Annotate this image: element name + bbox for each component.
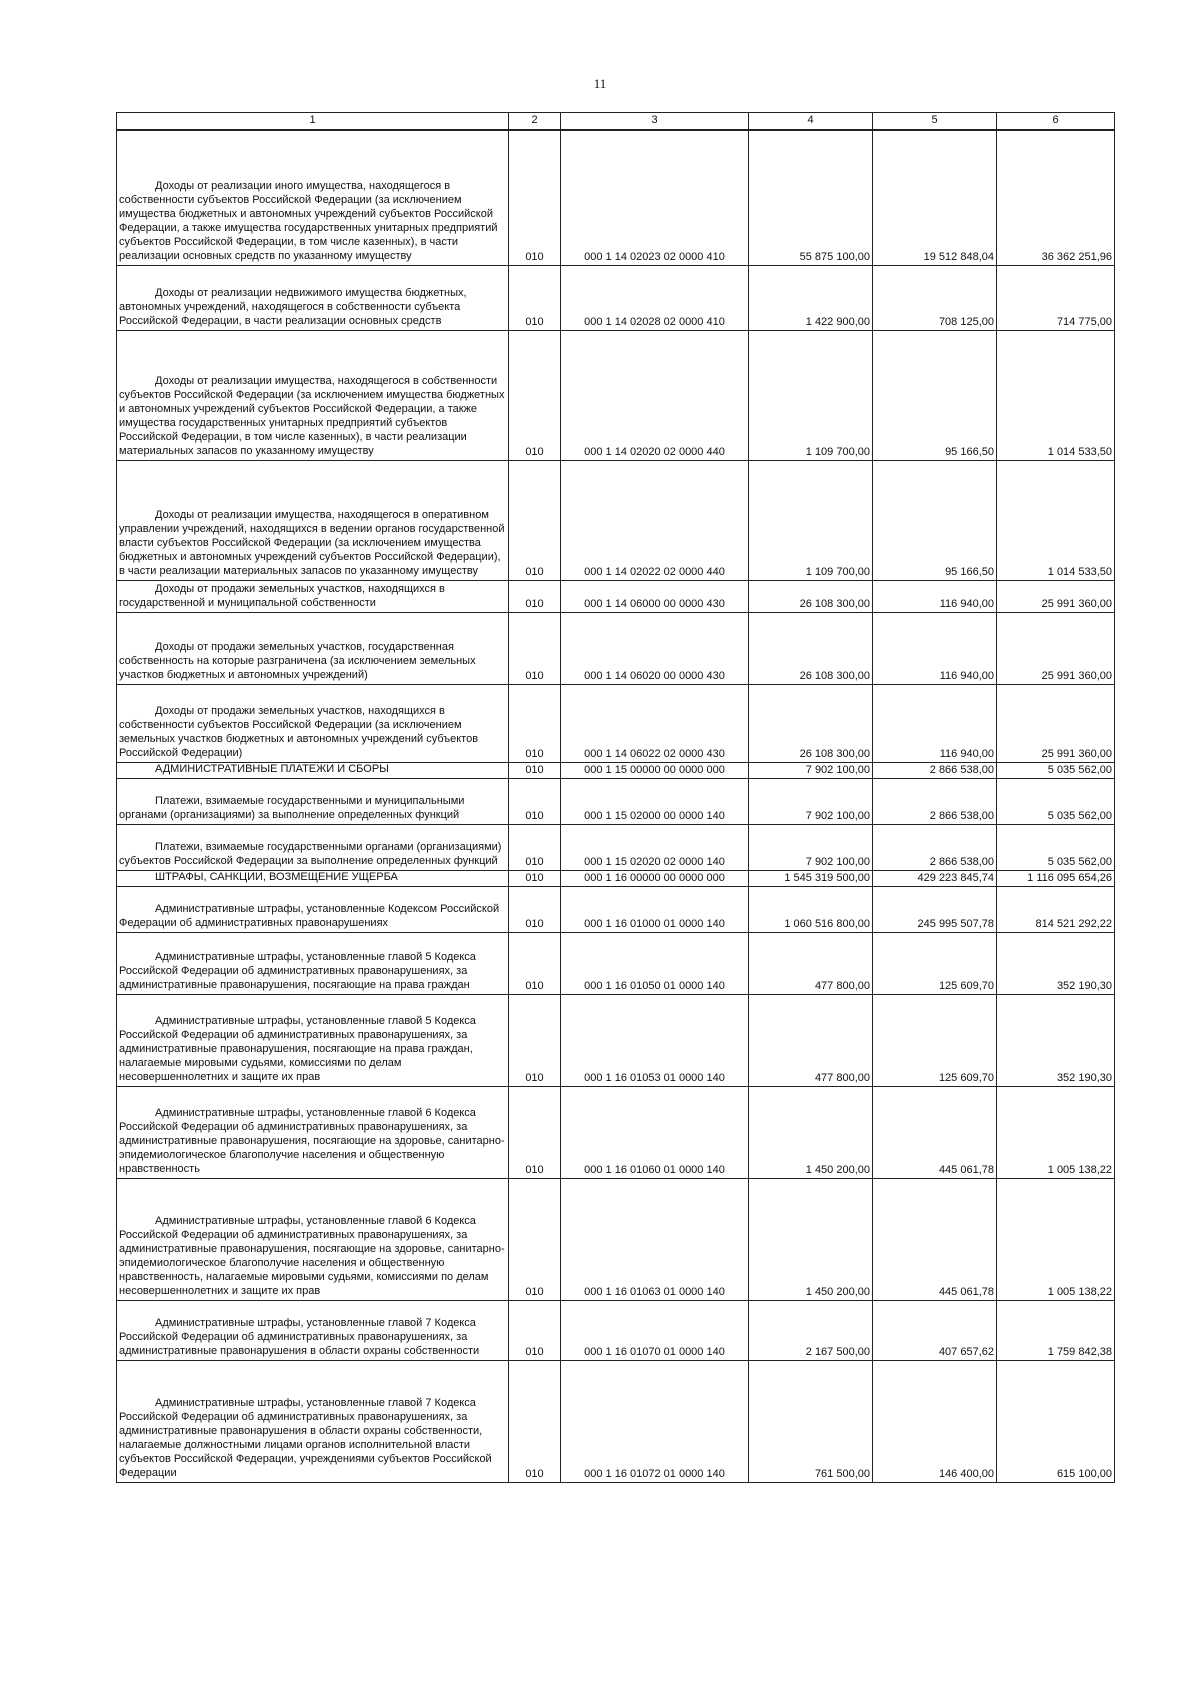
row-value-col-5: 2 866 538,00 — [873, 824, 997, 870]
row-classification-code: 000 1 16 01072 01 0000 140 — [561, 1360, 749, 1482]
row-name: АДМИНИСТРАТИВНЫЕ ПЛАТЕЖИ И СБОРЫ — [117, 762, 509, 778]
row-value-col-4: 2 167 500,00 — [749, 1300, 873, 1360]
row-line-code: 010 — [509, 994, 561, 1086]
row-classification-code: 000 1 14 06020 00 0000 430 — [561, 612, 749, 684]
row-line-code: 010 — [509, 580, 561, 612]
table-row — [117, 1086, 1115, 1178]
row-value-col-6: 1 014 533,50 — [997, 330, 1115, 460]
row-value-col-4: 1 109 700,00 — [749, 330, 873, 460]
row-name: ШТРАФЫ, САНКЦИИ, ВОЗМЕЩЕНИЕ УЩЕРБА — [117, 870, 509, 886]
row-line-code: 010 — [509, 824, 561, 870]
table-row — [117, 994, 1115, 1086]
row-classification-code: 000 1 16 01070 01 0000 140 — [561, 1300, 749, 1360]
header-col-5: 5 — [873, 113, 997, 131]
row-line-code: 010 — [509, 1178, 561, 1300]
row-name: Доходы от реализации имущества, находящегося в оперативном управлении учреждений, находящихся в ведении органов государственной власти субъектов Российской Федерации (за исключением имущества бюджетных и автономных учреждений субъектов Российской Федерации), в части реализации материальных запасов по указанному имуществу — [117, 460, 509, 580]
row-value-col-5: 445 061,78 — [873, 1178, 997, 1300]
row-line-code: 010 — [509, 265, 561, 330]
row-value-col-4: 7 902 100,00 — [749, 824, 873, 870]
row-name: Доходы от реализации имущества, находящегося в собственности субъектов Российской Федерации (за исключением имущества бюджетных и автономных учреждений субъектов Российской Федерации, а также имущества государственных унитарных предприятий субъектов Российской Федерации, в том числе казенных), в части реализации материальных запасов по указанному имуществу — [117, 330, 509, 460]
row-classification-code: 000 1 14 06000 00 0000 430 — [561, 580, 749, 612]
row-value-col-6: 615 100,00 — [997, 1360, 1115, 1482]
row-value-col-4: 26 108 300,00 — [749, 580, 873, 612]
row-line-code: 010 — [509, 330, 561, 460]
row-name: Доходы от продажи земельных участков, находящихся в собственности субъектов Российской Федерации (за исключением земельных участков бюджетных и автономных учреждений субъектов Российской Федерации) — [117, 684, 509, 762]
row-line-code: 010 — [509, 612, 561, 684]
header-col-4: 4 — [749, 113, 873, 131]
row-value-col-4: 477 800,00 — [749, 994, 873, 1086]
row-line-code: 010 — [509, 886, 561, 932]
row-name: Платежи, взимаемые государственными органами (организациями) субъектов Российской Федерации за выполнение определенных функций — [117, 824, 509, 870]
row-value-col-4: 477 800,00 — [749, 932, 873, 994]
row-classification-code: 000 1 16 01053 01 0000 140 — [561, 994, 749, 1086]
row-value-col-6: 1 116 095 654,26 — [997, 870, 1115, 886]
row-classification-code: 000 1 15 02020 02 0000 140 — [561, 824, 749, 870]
row-value-col-6: 352 190,30 — [997, 994, 1115, 1086]
row-name: Административные штрафы, установленные Кодексом Российской Федерации об административных правонарушениях — [117, 886, 509, 932]
row-value-col-5: 95 166,50 — [873, 330, 997, 460]
row-classification-code: 000 1 14 02023 02 0000 410 — [561, 130, 749, 265]
row-value-col-5: 125 609,70 — [873, 994, 997, 1086]
row-name: Административные штрафы, установленные главой 6 Кодекса Российской Федерации об административных правонарушениях, за административные правонарушения, посягающие на здоровье, санитарно-эпидемиологическое благополучие населения и общественную нравственность — [117, 1086, 509, 1178]
row-classification-code: 000 1 14 02022 02 0000 440 — [561, 460, 749, 580]
row-line-code: 010 — [509, 870, 561, 886]
row-value-col-4: 761 500,00 — [749, 1360, 873, 1482]
row-classification-code: 000 1 14 02028 02 0000 410 — [561, 265, 749, 330]
header-col-1: 1 — [117, 113, 509, 131]
table-row — [117, 612, 1115, 684]
row-value-col-4: 55 875 100,00 — [749, 130, 873, 265]
row-value-col-6: 1 005 138,22 — [997, 1178, 1115, 1300]
row-value-col-6: 5 035 562,00 — [997, 762, 1115, 778]
row-name: Доходы от продажи земельных участков, государственная собственность на которые разграничена (за исключением земельных участков бюджетных и автономных учреждений) — [117, 612, 509, 684]
row-value-col-6: 25 991 360,00 — [997, 684, 1115, 762]
row-value-col-5: 19 512 848,04 — [873, 130, 997, 265]
row-value-col-5: 2 866 538,00 — [873, 778, 997, 824]
row-name: Административные штрафы, установленные главой 5 Кодекса Российской Федерации об административных правонарушениях, за административные правонарушения, посягающие на права граждан — [117, 932, 509, 994]
row-name: Административные штрафы, установленные главой 6 Кодекса Российской Федерации об административных правонарушениях, за административные правонарушения, посягающие на здоровье, санитарно-эпидемиологическое благополучие населения и общественную нравственность, налагаемые мировыми судьями, комиссиями по делам несовершеннолетних и защите их прав — [117, 1178, 509, 1300]
row-value-col-6: 36 362 251,96 — [997, 130, 1115, 265]
table-row — [117, 778, 1115, 824]
table-row — [117, 580, 1115, 612]
row-line-code: 010 — [509, 1300, 561, 1360]
row-classification-code: 000 1 14 02020 02 0000 440 — [561, 330, 749, 460]
row-classification-code: 000 1 16 01050 01 0000 140 — [561, 932, 749, 994]
row-value-col-5: 445 061,78 — [873, 1086, 997, 1178]
row-value-col-6: 1 014 533,50 — [997, 460, 1115, 580]
row-value-col-4: 26 108 300,00 — [749, 612, 873, 684]
row-line-code: 010 — [509, 1360, 561, 1482]
row-line-code: 010 — [509, 1086, 561, 1178]
table-row — [117, 684, 1115, 762]
row-value-col-5: 708 125,00 — [873, 265, 997, 330]
row-value-col-5: 146 400,00 — [873, 1360, 997, 1482]
table-row — [117, 460, 1115, 580]
row-value-col-6: 1 005 138,22 — [997, 1086, 1115, 1178]
row-value-col-5: 245 995 507,78 — [873, 886, 997, 932]
row-name: Административные штрафы, установленные главой 7 Кодекса Российской Федерации об административных правонарушениях, за административные правонарушения в области охраны собственности, налагаемые должностными лицами органов исполнительной власти субъектов Российской Федерации, учреждениями субъектов Российской Федерации — [117, 1360, 509, 1482]
header-row — [117, 113, 1115, 131]
row-name: Доходы от реализации иного имущества, находящегося в собственности субъектов Российской Федерации (за исключением имущества бюджетных и автономных учреждений субъектов Российской Федерации, а также имущества государственных унитарных предприятий субъектов Российской Федерации, в том числе казенных), в части реализации основных средств по указанному имуществу — [117, 130, 509, 265]
row-value-col-4: 1 450 200,00 — [749, 1086, 873, 1178]
row-value-col-6: 5 035 562,00 — [997, 824, 1115, 870]
row-value-col-4: 1 422 900,00 — [749, 265, 873, 330]
page-number: 11 — [593, 76, 607, 91]
row-name: Административные штрафы, установленные главой 5 Кодекса Российской Федерации об административных правонарушениях, за административные правонарушения, посягающие на права граждан, налагаемые мировыми судьями, комиссиями по делам несовершеннолетних и защите их прав — [117, 994, 509, 1086]
row-line-code: 010 — [509, 130, 561, 265]
row-classification-code: 000 1 16 00000 00 0000 000 — [561, 870, 749, 886]
header-col-2: 2 — [509, 113, 561, 131]
table-row — [117, 1300, 1115, 1360]
row-value-col-6: 25 991 360,00 — [997, 612, 1115, 684]
row-line-code: 010 — [509, 762, 561, 778]
row-value-col-4: 7 902 100,00 — [749, 762, 873, 778]
row-value-col-4: 7 902 100,00 — [749, 778, 873, 824]
row-classification-code: 000 1 16 01060 01 0000 140 — [561, 1086, 749, 1178]
table-row — [117, 870, 1115, 886]
table-row — [117, 265, 1115, 330]
row-value-col-4: 1 450 200,00 — [749, 1178, 873, 1300]
table-body — [117, 130, 1115, 1482]
row-value-col-6: 1 759 842,38 — [997, 1300, 1115, 1360]
row-value-col-5: 116 940,00 — [873, 580, 997, 612]
row-line-code: 010 — [509, 932, 561, 994]
row-value-col-6: 25 991 360,00 — [997, 580, 1115, 612]
row-value-col-4: 1 545 319 500,00 — [749, 870, 873, 886]
table-row — [117, 1178, 1115, 1300]
row-value-col-4: 1 109 700,00 — [749, 460, 873, 580]
row-classification-code: 000 1 16 01000 01 0000 140 — [561, 886, 749, 932]
table-row — [117, 762, 1115, 778]
row-value-col-5: 125 609,70 — [873, 932, 997, 994]
row-value-col-6: 5 035 562,00 — [997, 778, 1115, 824]
row-line-code: 010 — [509, 778, 561, 824]
row-value-col-5: 407 657,62 — [873, 1300, 997, 1360]
table-row — [117, 1360, 1115, 1482]
header-col-6: 6 — [997, 113, 1115, 131]
row-line-code: 010 — [509, 460, 561, 580]
row-value-col-5: 95 166,50 — [873, 460, 997, 580]
table-row — [117, 130, 1115, 265]
row-name: Доходы от продажи земельных участков, находящихся в государственной и муниципальной собственности — [117, 580, 509, 612]
row-name: Доходы от реализации недвижимого имущества бюджетных, автономных учреждений, находящегося в собственности субъекта Российской Федерации, в части реализации основных средств — [117, 265, 509, 330]
row-line-code: 010 — [509, 684, 561, 762]
row-value-col-6: 352 190,30 — [997, 932, 1115, 994]
row-value-col-4: 26 108 300,00 — [749, 684, 873, 762]
row-value-col-5: 116 940,00 — [873, 684, 997, 762]
row-value-col-6: 814 521 292,22 — [997, 886, 1115, 932]
row-classification-code: 000 1 15 00000 00 0000 000 — [561, 762, 749, 778]
row-name: Административные штрафы, установленные главой 7 Кодекса Российской Федерации об административных правонарушениях, за административные правонарушения в области охраны собственности — [117, 1300, 509, 1360]
table-row — [117, 932, 1115, 994]
row-classification-code: 000 1 16 01063 01 0000 140 — [561, 1178, 749, 1300]
table-row — [117, 824, 1115, 870]
budget-report-table — [116, 112, 1115, 1483]
row-classification-code: 000 1 15 02000 00 0000 140 — [561, 778, 749, 824]
table-row — [117, 330, 1115, 460]
row-value-col-4: 1 060 516 800,00 — [749, 886, 873, 932]
header-col-3: 3 — [561, 113, 749, 131]
row-name: Платежи, взимаемые государственными и муниципальными органами (организациями) за выполнение определенных функций — [117, 778, 509, 824]
row-value-col-5: 2 866 538,00 — [873, 762, 997, 778]
row-value-col-5: 429 223 845,74 — [873, 870, 997, 886]
row-classification-code: 000 1 14 06022 02 0000 430 — [561, 684, 749, 762]
row-value-col-5: 116 940,00 — [873, 612, 997, 684]
row-value-col-6: 714 775,00 — [997, 265, 1115, 330]
table-row — [117, 886, 1115, 932]
